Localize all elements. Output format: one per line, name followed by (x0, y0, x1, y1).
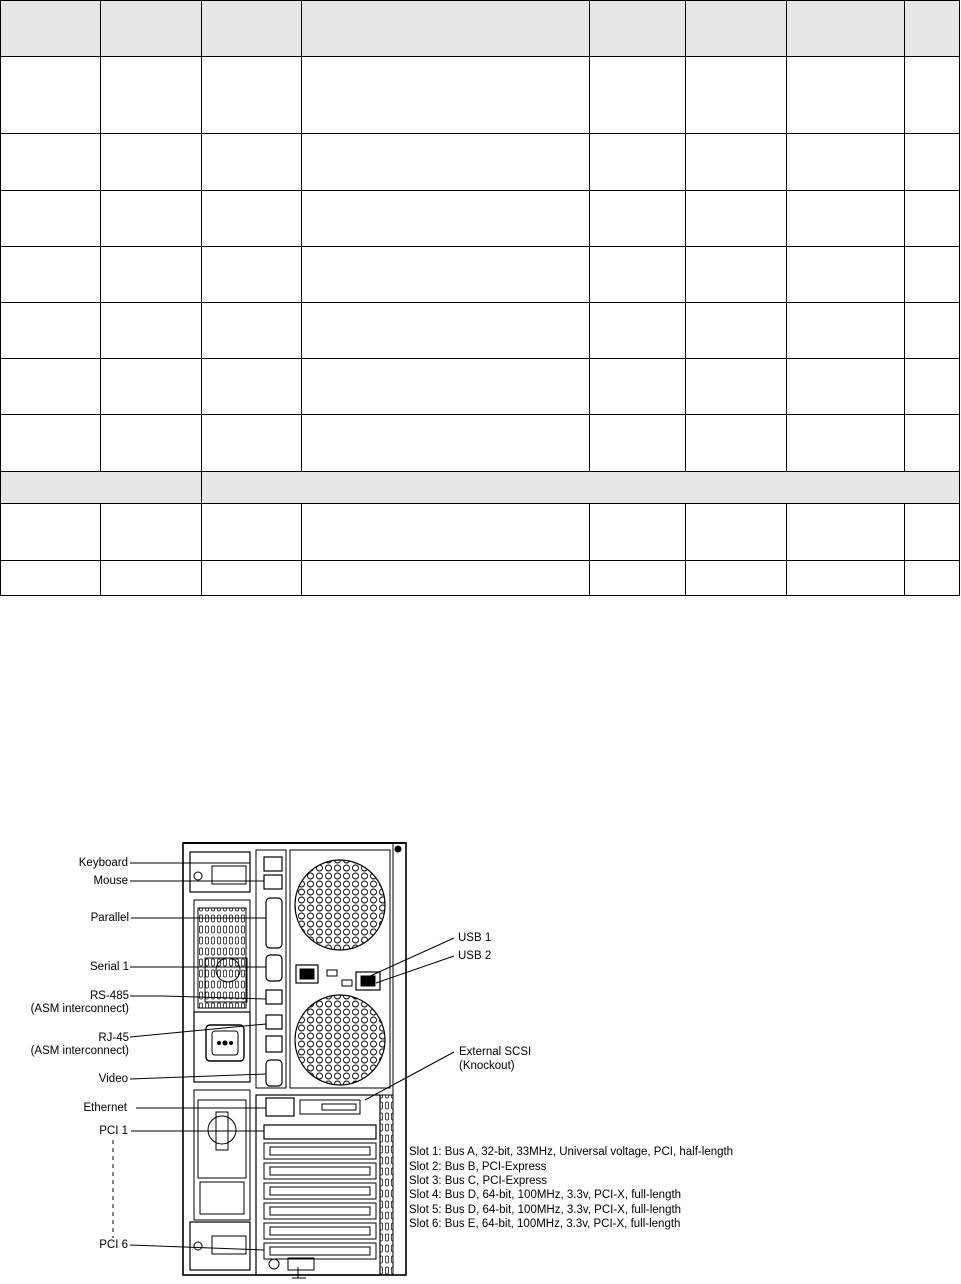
label-usb-1: USB 1 (458, 932, 492, 944)
row-divider (0, 358, 960, 359)
col-divider (301, 0, 302, 472)
row-divider (0, 471, 960, 472)
power-supply-bottom (190, 1222, 250, 1270)
row-divider (0, 0, 960, 1)
label-serial-1: Serial 1 (90, 961, 129, 973)
video-port (266, 1060, 282, 1086)
ethernet-port (266, 1098, 294, 1116)
pci-slot (264, 1183, 376, 1199)
col-divider (301, 503, 302, 596)
label-usb-2: USB 2 (458, 950, 492, 962)
row-divider (0, 595, 960, 596)
row-divider (0, 503, 960, 504)
parallel-port (266, 898, 282, 948)
slot-description: Slot 1: Bus A, 32-bit, 33MHz, Universal voltage, PCI, half-length (409, 1146, 734, 1158)
row-divider (0, 133, 960, 134)
slot-description: Slot 5: Bus D, 64-bit, 100MHz, 3.3v, PCI-X, full-length (409, 1204, 682, 1216)
label-ethernet: Ethernet (83, 1102, 127, 1114)
row-divider (0, 414, 960, 415)
col-divider (904, 503, 905, 596)
pci-slot (264, 1203, 376, 1219)
label-parallel: Parallel (90, 912, 129, 924)
col-divider (959, 0, 960, 596)
pci-slot (264, 1223, 376, 1239)
label-rj-45-sub: (ASM interconnect) (30, 1045, 129, 1057)
slot-description: Slot 6: Bus E, 64-bit, 100MHz, 3.3v, PCI-X, full-length (409, 1218, 681, 1230)
pci-slot (264, 1163, 376, 1179)
col-divider (589, 0, 590, 472)
row-divider (0, 246, 960, 247)
label-keyboard: Keyboard (78, 857, 128, 869)
row-divider (0, 190, 960, 191)
label-rj-45: RJ-45 (98, 1032, 129, 1044)
fan-grille-top (295, 860, 385, 950)
label-pci-1: PCI 1 (99, 1125, 128, 1137)
table-group-row (1, 472, 959, 503)
slot-description: Slot 2: Bus B, PCI-Express (409, 1161, 547, 1173)
pci-slot (264, 1143, 376, 1159)
col-divider (685, 0, 686, 472)
table-header-row (1, 1, 959, 56)
label-external-scsi: External SCSI (459, 1046, 532, 1058)
slot-description: Slot 3: Bus C, PCI-Express (409, 1175, 548, 1187)
slot-description: Slot 4: Bus D, 64-bit, 100MHz, 3.3v, PCI-X, full-length (409, 1189, 682, 1201)
fan-grille-bottom (295, 995, 385, 1085)
row-divider (0, 56, 960, 57)
row-divider (0, 560, 960, 561)
col-divider (589, 503, 590, 596)
col-divider (100, 0, 101, 472)
label-mouse: Mouse (93, 875, 128, 887)
col-divider (786, 0, 787, 472)
col-divider (685, 503, 686, 596)
col-divider (201, 0, 202, 596)
rj45-port (266, 1015, 282, 1029)
col-divider (0, 0, 1, 596)
label-rs-485: RS-485 (90, 990, 129, 1002)
col-divider (904, 0, 905, 472)
pci-slot (264, 1243, 376, 1259)
ps2-keyboard (264, 857, 282, 871)
rear-view-figure (0, 820, 961, 1284)
label-external-scsi-sub: (Knockout) (459, 1060, 515, 1072)
col-divider (100, 503, 101, 596)
label-rs-485-sub: (ASM interconnect) (30, 1003, 129, 1015)
col-divider (786, 503, 787, 596)
serial-port (266, 955, 282, 981)
label-video: Video (98, 1073, 128, 1085)
row-divider (0, 302, 960, 303)
rs485-port (266, 990, 282, 1004)
spec-table (0, 0, 961, 596)
label-pci-6: PCI 6 (99, 1239, 128, 1251)
